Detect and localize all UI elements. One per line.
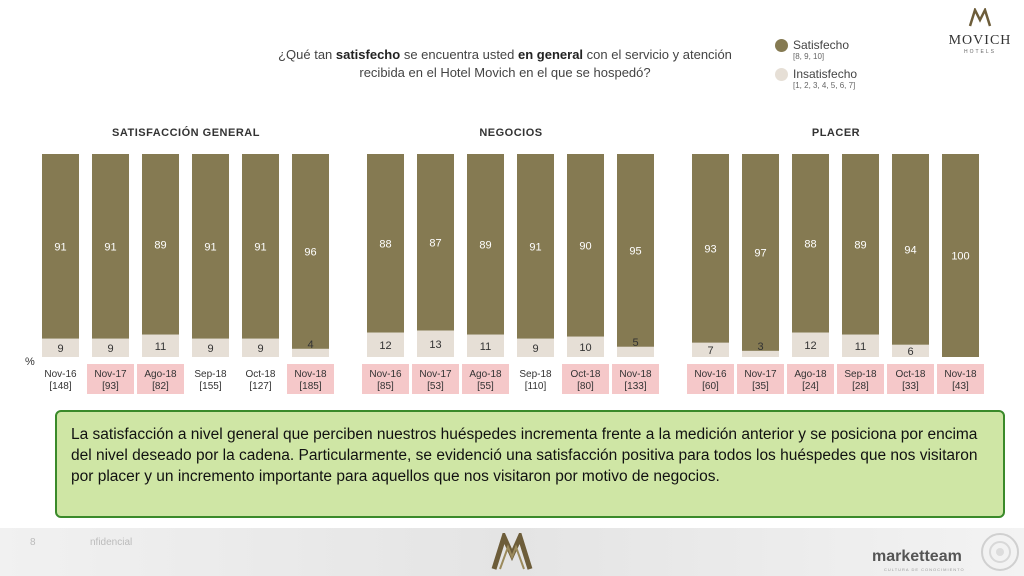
value-label-satisfecho: 94 <box>904 244 917 257</box>
value-label-insatisfecho: 9 <box>207 342 214 355</box>
confidential-label: nfidencial <box>90 537 133 548</box>
value-label-satisfecho: 87 <box>429 237 442 250</box>
value-label-satisfecho: 95 <box>629 245 642 258</box>
value-label-insatisfecho: 4 <box>307 338 314 351</box>
value-label-insatisfecho: 5 <box>632 336 639 349</box>
logo-sub: HOTELS <box>963 49 996 55</box>
category-label: Nov-18 <box>944 369 977 380</box>
value-label-insatisfecho: 9 <box>107 342 114 355</box>
movich-footer-logo-icon <box>490 533 534 573</box>
value-label-satisfecho: 91 <box>529 241 542 254</box>
base-label: [60] <box>702 381 719 392</box>
category-label: Nov-18 <box>294 369 327 380</box>
category-label: Nov-16 <box>44 369 77 380</box>
value-label-insatisfecho: 10 <box>579 341 592 354</box>
base-label: [33] <box>902 381 919 392</box>
value-label-insatisfecho: 11 <box>854 340 867 353</box>
base-label: [43] <box>952 381 969 392</box>
category-label: Ago-18 <box>469 369 502 380</box>
value-label-satisfecho: 88 <box>804 238 817 251</box>
base-label: [24] <box>802 381 819 392</box>
percent-sign: % <box>25 356 35 368</box>
value-label-insatisfecho: 9 <box>257 342 264 355</box>
base-label: [28] <box>852 381 869 392</box>
category-label: Oct-18 <box>895 369 926 380</box>
value-label-satisfecho: 90 <box>579 240 592 253</box>
logo-name: MOVICH <box>948 33 1012 48</box>
value-label-satisfecho: 96 <box>304 246 317 259</box>
value-label-insatisfecho: 11 <box>154 340 167 353</box>
value-label-insatisfecho: 12 <box>379 339 392 352</box>
category-label: Oct-18 <box>245 369 276 380</box>
value-label-satisfecho: 91 <box>204 241 217 254</box>
base-label: [133] <box>624 381 647 392</box>
base-label: [53] <box>427 381 444 392</box>
category-label: Nov-16 <box>369 369 402 380</box>
value-label-satisfecho: 97 <box>754 247 767 260</box>
marketteam-sub: CULTURA DE CONOCIMIENTO <box>884 567 965 572</box>
value-label-insatisfecho: 13 <box>429 338 442 351</box>
value-label-satisfecho: 89 <box>479 239 492 252</box>
category-label: Sep-18 <box>844 369 877 380</box>
panel-title-placer: PLACER <box>811 127 861 139</box>
category-label: Sep-18 <box>519 369 552 380</box>
base-label: [80] <box>577 381 594 392</box>
category-label: Sep-18 <box>194 369 227 380</box>
category-label: Nov-17 <box>94 369 127 380</box>
value-label-satisfecho: 100 <box>951 250 970 263</box>
value-label-satisfecho: 88 <box>379 238 392 251</box>
page-number: 8 <box>30 537 36 548</box>
value-label-insatisfecho: 7 <box>707 344 714 357</box>
ornament-icon <box>970 528 1024 576</box>
category-label: Nov-18 <box>619 369 652 380</box>
base-label: [155] <box>199 381 222 392</box>
base-label: [148] <box>49 381 72 392</box>
base-label: [35] <box>752 381 769 392</box>
legend-label: Satisfecho <box>793 38 850 52</box>
legend-sub: [8, 9, 10] <box>793 52 825 61</box>
category-label: Oct-18 <box>570 369 601 380</box>
base-label: [93] <box>102 381 119 392</box>
category-label: Ago-18 <box>144 369 177 380</box>
base-label: [185] <box>299 381 322 392</box>
value-label-satisfecho: 91 <box>254 241 267 254</box>
base-label: [55] <box>477 381 494 392</box>
summary-text: La satisfacción a nivel general que perciben nuestros huéspedes incrementa frente a la medición anterior y se posiciona por encima del nivel deseado por la cadena. Particularmente, se evidenció una satisfacción positiva para todos los huéspedes que nos visitaron por placer y un incremento importante para aquellos que nos visitaron por motivo de negocios. <box>71 426 978 485</box>
value-label-insatisfecho: 11 <box>479 340 492 353</box>
question-text: ¿Qué tan satisfecho se encuentra usted en general con el servicio y atención recibida en el Hotel Movich en el que se hospedó? <box>278 47 732 80</box>
legend-label: Insatisfecho <box>793 67 858 81</box>
value-label-insatisfecho: 12 <box>804 339 817 352</box>
panel-title-negocios: NEGOCIOS <box>479 127 543 139</box>
panel-title-general: SATISFACCIÓN GENERAL <box>112 127 260 139</box>
value-label-insatisfecho: 3 <box>757 340 764 353</box>
value-label-satisfecho: 89 <box>854 239 867 252</box>
value-label-insatisfecho: 6 <box>907 345 914 358</box>
base-label: [82] <box>152 381 169 392</box>
value-label-insatisfecho: 9 <box>57 342 64 355</box>
category-label: Nov-17 <box>744 369 777 380</box>
value-label-satisfecho: 91 <box>54 241 67 254</box>
value-label-satisfecho: 93 <box>704 243 717 256</box>
legend-sub: [1, 2, 3, 4, 5, 6, 7] <box>793 81 856 90</box>
summary-box <box>55 410 1005 518</box>
category-label: Nov-17 <box>419 369 452 380</box>
value-label-satisfecho: 89 <box>154 239 167 252</box>
base-label: [85] <box>377 381 394 392</box>
category-label: Nov-16 <box>694 369 727 380</box>
value-label-insatisfecho: 9 <box>532 342 539 355</box>
base-label: [127] <box>249 381 272 392</box>
base-label: [110] <box>524 381 547 392</box>
marketteam-brand: marketteam <box>872 548 962 565</box>
value-label-satisfecho: 91 <box>104 241 117 254</box>
category-label: Ago-18 <box>794 369 827 380</box>
